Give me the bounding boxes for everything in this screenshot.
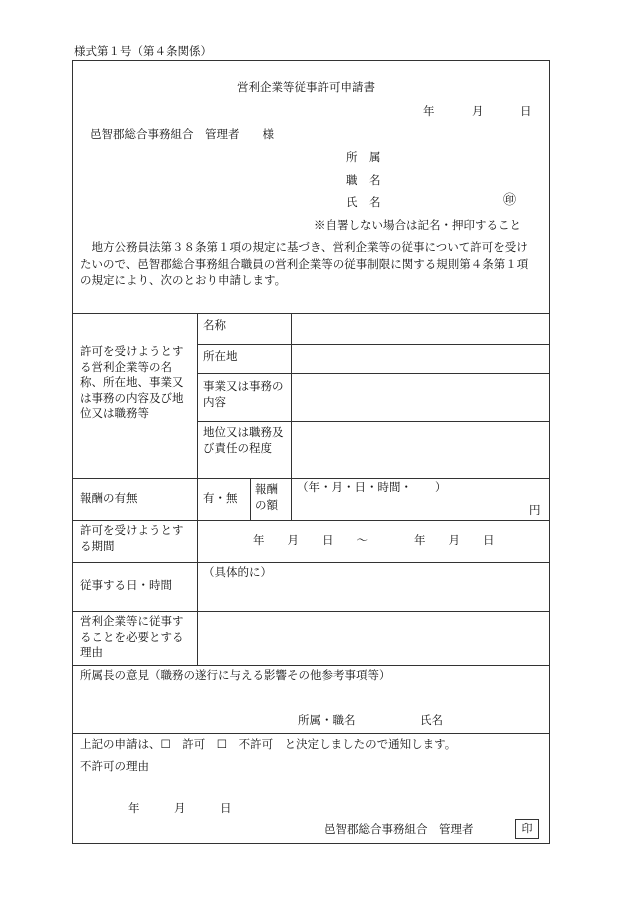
remuneration-basis: （年・月・日・時間・ ） <box>297 480 447 494</box>
company-position-label: 地位又は職務及び責任の程度 <box>203 425 284 455</box>
applicant-affiliation-label: 所 属 <box>346 150 381 164</box>
rule <box>72 611 550 612</box>
date-year: 年 <box>423 104 435 118</box>
addressee: 邑智郡総合事務組合 管理者 様 <box>90 127 274 141</box>
signature-note: ※自署しない場合は記名・押印すること <box>314 218 521 232</box>
remuneration-label: 報酬の有無 <box>80 491 138 505</box>
column-divider <box>197 313 198 665</box>
days-label: 従事する日・時間 <box>80 578 172 592</box>
decision-date: 年 月 日 <box>128 801 232 815</box>
table-top-rule <box>72 313 550 314</box>
date-month: 月 <box>472 104 484 118</box>
rule <box>197 373 550 374</box>
rule <box>72 733 550 734</box>
period-label: 許可を受けようとする期間 <box>80 523 184 553</box>
period-value: 年 月 日 ～ 年 月 日 <box>253 533 495 547</box>
days-hint: （具体的に） <box>203 565 272 579</box>
supervisor-opinion-label: 所属長の意見（職務の遂行に与える影響その他参考事項等） <box>80 668 391 682</box>
rule <box>197 344 550 345</box>
applicant-name-label: 氏 名 <box>346 195 381 209</box>
company-group-label: 許可を受けようとする営利企業等の名称、所在地、事業又は事務の内容及び地位又は職務等 <box>80 344 184 421</box>
reason-label: 営利企業等に従事することを必要とする理由 <box>80 614 184 660</box>
remuneration-amount-label: 報酬の額 <box>255 482 278 512</box>
company-name-label: 名称 <box>203 318 226 332</box>
rule <box>197 421 550 422</box>
column-divider <box>291 313 292 520</box>
rule <box>72 478 550 479</box>
yen-unit: 円 <box>529 503 541 517</box>
column-divider <box>250 478 251 520</box>
decision-text: 上記の申請は、☐ 許可 ☐ 不許可 と決定しましたので通知します。 <box>80 737 457 751</box>
company-location-label: 所在地 <box>203 349 238 363</box>
issuer-name: 邑智郡総合事務組合 管理者 <box>324 822 474 836</box>
rule <box>72 562 550 563</box>
document-title: 営利企業等従事許可申請書 <box>237 80 375 94</box>
application-statement: 地方公務員法第３８条第１項の規定に基づき、営利企業等の従事について許可を受けたいので、邑智郡総合事務組合職員の営利企業等の従事制限に関する規則第４条第１項の規定により、次のとおり申請します。 <box>80 240 529 288</box>
remuneration-option: 有・無 <box>203 491 238 505</box>
applicant-position-label: 職 名 <box>346 173 381 187</box>
seal-mark-icon: ㊞ <box>503 193 517 208</box>
form-label: 様式第１号（第４条関係） <box>74 44 212 58</box>
opinion-affiliation-label: 所属・職名 <box>298 713 356 727</box>
rule <box>72 665 550 666</box>
refusal-reason-label: 不許可の理由 <box>80 759 149 773</box>
official-seal-box: 印 <box>515 819 539 839</box>
company-business-label: 事業又は事務の内容 <box>203 379 284 409</box>
opinion-name-label: 氏名 <box>420 713 443 727</box>
rule <box>72 520 550 521</box>
date-day: 日 <box>520 104 532 118</box>
